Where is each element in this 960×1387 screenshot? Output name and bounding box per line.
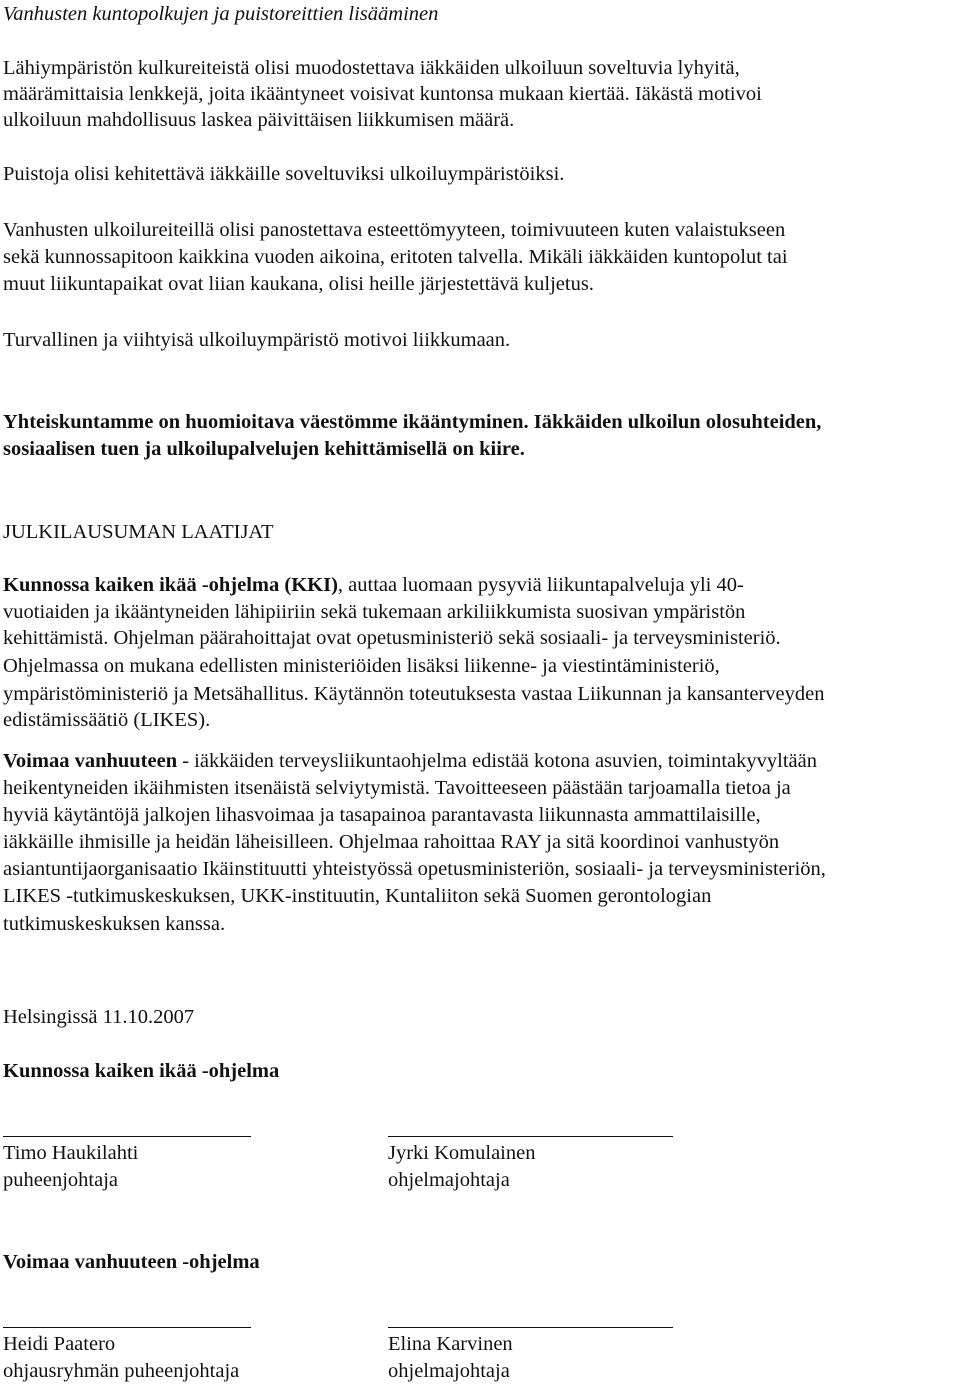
authors-heading: JULKILAUSUMAN LAATIJAT bbox=[3, 521, 274, 543]
voimaa-program-name: Voimaa vanhuuteen bbox=[3, 750, 178, 772]
signer-2-role: ohjelmajohtaja bbox=[388, 1169, 510, 1191]
signature-line-2 bbox=[388, 1136, 673, 1137]
paragraph-3-line-2: sekä kunnossapitoon kaikkina vuoden aikoina, eritoten talvella. Mikäli iäkkäiden kuntopolut tai bbox=[3, 246, 788, 268]
voimaa-first-line-text: - iäkkäiden terveysliikuntaohjelma edistää kotona asuvien, toimintakyvyltään bbox=[177, 750, 817, 772]
voimaa-paragraph-line-6: LIKES -tutkimuskeskuksen, UKK-instituutin, Kuntaliiton sekä Suomen gerontologian bbox=[3, 885, 712, 907]
voimaa-paragraph-line-1 bbox=[3, 747, 817, 775]
signer-1-role: puheenjohtaja bbox=[3, 1169, 118, 1191]
conclusion-line-2: sosiaalisen tuen ja ulkoilupalvelujen kehittämisellä on kiire. bbox=[3, 438, 525, 460]
signature-line-1 bbox=[3, 1136, 251, 1137]
signer-3-name: Heidi Paatero bbox=[3, 1333, 116, 1355]
conclusion-line-1: Yhteiskuntamme on huomioitava väestömme ikääntyminen. Iäkkäiden ulkoilun olosuhteiden, bbox=[3, 411, 822, 433]
voimaa-paragraph-line-5: asiantuntijaorganisaatio Ikäinstituutti yhteistyössä opetusministeriön, sosiaali- ja terveysministeriön, bbox=[3, 858, 826, 880]
signer-1-name: Timo Haukilahti bbox=[3, 1142, 139, 1164]
org1-name: Kunnossa kaiken ikää -ohjelma bbox=[3, 1060, 280, 1082]
voimaa-paragraph-line-2: heikentyneiden ikäihmisten itsenäistä selviytymistä. Tavoitteeseen päästään tarjoamalla tietoa ja bbox=[3, 777, 791, 799]
paragraph-1-line-3: ulkoiluun mahdollisuus laskea päivittäisen liikkumisen määrä. bbox=[3, 109, 515, 131]
kki-first-line-text: , auttaa luomaan pysyviä liikuntapalveluja yli 40- bbox=[337, 574, 744, 596]
paragraph-1-line-1: Lähiympäristön kulkureiteistä olisi muodostettava iäkkäiden ulkoiluun soveltuvia lyhyitä, bbox=[3, 57, 740, 79]
signer-3-role: ohjausryhmän puheenjohtaja bbox=[3, 1360, 240, 1382]
signer-4-name: Elina Karvinen bbox=[388, 1333, 513, 1355]
paragraph-3-line-3: muut liikuntapaikat ovat liian kaukana, olisi heille järjestettävä kuljetus. bbox=[3, 273, 594, 295]
voimaa-paragraph-line-3: hyviä käytäntöjä jalkojen lihasvoimaa ja tasapainoa parantavasta liikunnasta ammattilaisille, bbox=[3, 804, 761, 826]
signature-line-3 bbox=[3, 1327, 251, 1328]
kki-paragraph-line-1 bbox=[3, 571, 744, 599]
place-and-date: Helsingissä 11.10.2007 bbox=[3, 1006, 195, 1028]
voimaa-paragraph-line-7: tutkimuskeskuksen kanssa. bbox=[3, 913, 226, 935]
paragraph-4: Turvallinen ja viihtyisä ulkoiluympäristö motivoi liikkumaan. bbox=[3, 329, 511, 351]
section-title: Vanhusten kuntopolkujen ja puistoreittien lisääminen bbox=[3, 3, 439, 25]
paragraph-1-line-2: määrämittaisia lenkkejä, joita ikääntyneet voisivat kuntonsa mukaan kiertää. Iäkästä motivoi bbox=[3, 83, 762, 105]
paragraph-2: Puistoja olisi kehitettävä iäkkäille soveltuviksi ulkoiluympäristöiksi. bbox=[3, 163, 565, 185]
kki-paragraph-line-5: ympäristöministeriö ja Metsähallitus. Käytännön toteutuksesta vastaa Liikunnan ja kansanterveyden bbox=[3, 683, 825, 705]
paragraph-3-line-1: Vanhusten ulkoilureiteillä olisi panostettava esteettömyyteen, toimivuuteen kuten valaistukseen bbox=[3, 219, 786, 241]
signature-line-4 bbox=[388, 1327, 673, 1328]
signer-4-role: ohjelmajohtaja bbox=[388, 1360, 510, 1382]
signer-2-name: Jyrki Komulainen bbox=[388, 1142, 536, 1164]
org2-name: Voimaa vanhuuteen -ohjelma bbox=[3, 1251, 260, 1273]
kki-program-name: Kunnossa kaiken ikää -ohjelma (KKI) bbox=[3, 574, 338, 596]
kki-paragraph-line-6: edistämissäätiö (LIKES). bbox=[3, 709, 211, 731]
kki-paragraph-line-2: vuotiaiden ja ikääntyneiden lähipiiriin sekä tukemaan arkiliikkumista suosivan ympäristön bbox=[3, 601, 746, 623]
kki-paragraph-line-4: Ohjelmassa on mukana edellisten ministeriöiden lisäksi liikenne- ja viestintäministeriö, bbox=[3, 655, 720, 677]
kki-paragraph-line-3: kehittämistä. Ohjelman päärahoittajat ovat opetusministeriö sekä sosiaali- ja terveysministeriö. bbox=[3, 627, 781, 649]
voimaa-paragraph-line-4: iäkkäille ihmisille ja heidän läheisilleen. Ohjelmaa rahoittaa RAY ja sitä koordinoi vanhustyön bbox=[3, 831, 780, 853]
